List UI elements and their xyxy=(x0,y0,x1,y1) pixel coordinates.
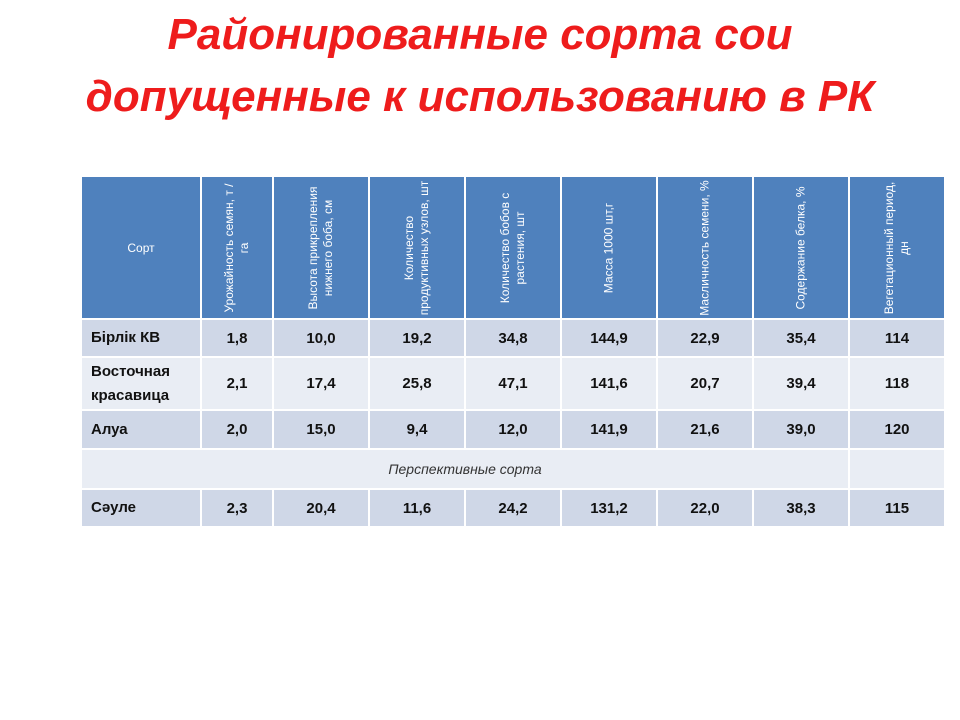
table-cell: 131,2 xyxy=(561,489,657,527)
table-cell: 9,4 xyxy=(369,410,465,449)
table-cell: 114 xyxy=(849,319,945,357)
table-cell: 118 xyxy=(849,357,945,410)
table-cell: 22,0 xyxy=(657,489,753,527)
section-label-prospective: Перспективные сорта xyxy=(81,449,849,489)
table-cell: 144,9 xyxy=(561,319,657,357)
table-cell: 39,0 xyxy=(753,410,849,449)
table-cell: 47,1 xyxy=(465,357,561,410)
column-header-label: Количество продуктивных узлов, шт xyxy=(402,180,431,315)
column-header-label: Количество бобов с растения, шт xyxy=(498,192,527,303)
table-cell: 35,4 xyxy=(753,319,849,357)
column-header-label: Масличность семени, % xyxy=(697,179,712,316)
table-cell: 141,6 xyxy=(561,357,657,410)
section-row xyxy=(81,449,945,489)
table-cell: 1,8 xyxy=(201,319,273,357)
table-cell: 21,6 xyxy=(657,410,753,449)
table-cell: 38,3 xyxy=(753,489,849,527)
table-cell: 2,1 xyxy=(201,357,273,410)
table-cell: 15,0 xyxy=(273,410,369,449)
table-cell: 12,0 xyxy=(465,410,561,449)
table-cell: 24,2 xyxy=(465,489,561,527)
table-cell-variety: Восточная красавица xyxy=(81,357,201,410)
column-header-thousand-seed-weight xyxy=(561,176,657,319)
column-header-label: Вегетационный период, дн xyxy=(882,181,911,314)
table-header-row xyxy=(81,176,945,319)
column-header-label: Содержание белка, % xyxy=(793,186,808,310)
table-cell: 22,9 xyxy=(657,319,753,357)
table-cell: 34,8 xyxy=(465,319,561,357)
table-cell: 141,9 xyxy=(561,410,657,449)
column-header-growing-period xyxy=(849,176,945,319)
column-header-oil-content xyxy=(657,176,753,319)
slide-title xyxy=(0,4,960,128)
table-cell: 25,8 xyxy=(369,357,465,410)
table-row xyxy=(81,410,945,449)
table-cell-variety: Алуа xyxy=(81,410,201,449)
table-row xyxy=(81,489,945,527)
table-cell: 2,3 xyxy=(201,489,273,527)
column-header-label: Масса 1000 шт,г xyxy=(601,202,616,293)
table-cell: 19,2 xyxy=(369,319,465,357)
table-cell: 39,4 xyxy=(753,357,849,410)
table-cell: 11,6 xyxy=(369,489,465,527)
column-header-pod-height xyxy=(273,176,369,319)
soy-varieties-table xyxy=(80,175,946,528)
table-row xyxy=(81,319,945,357)
column-header-yield xyxy=(201,176,273,319)
table-cell: 120 xyxy=(849,410,945,449)
table-cell-variety: Сәуле xyxy=(81,489,201,527)
column-header-label: Высота прикрепления нижнего боба, см xyxy=(306,185,335,310)
table-cell: 115 xyxy=(849,489,945,527)
table-cell: 10,0 xyxy=(273,319,369,357)
table-cell: 2,0 xyxy=(201,410,273,449)
slide-title-line-2: допущенные к использованию в РК xyxy=(85,72,875,121)
column-header-variety: Сорт xyxy=(81,176,201,319)
slide-title-line-1: Районированные сорта сои xyxy=(167,10,793,59)
column-header-protein-content xyxy=(753,176,849,319)
table-cell: 17,4 xyxy=(273,357,369,410)
table-cell: 20,4 xyxy=(273,489,369,527)
column-header-productive-nodes xyxy=(369,176,465,319)
column-header-label: Урожайность семян, т /га xyxy=(222,183,251,312)
table-cell xyxy=(849,449,945,489)
table-cell-variety: Бірлік КВ xyxy=(81,319,201,357)
column-header-pods-per-plant xyxy=(465,176,561,319)
table-row xyxy=(81,357,945,410)
table-cell: 20,7 xyxy=(657,357,753,410)
